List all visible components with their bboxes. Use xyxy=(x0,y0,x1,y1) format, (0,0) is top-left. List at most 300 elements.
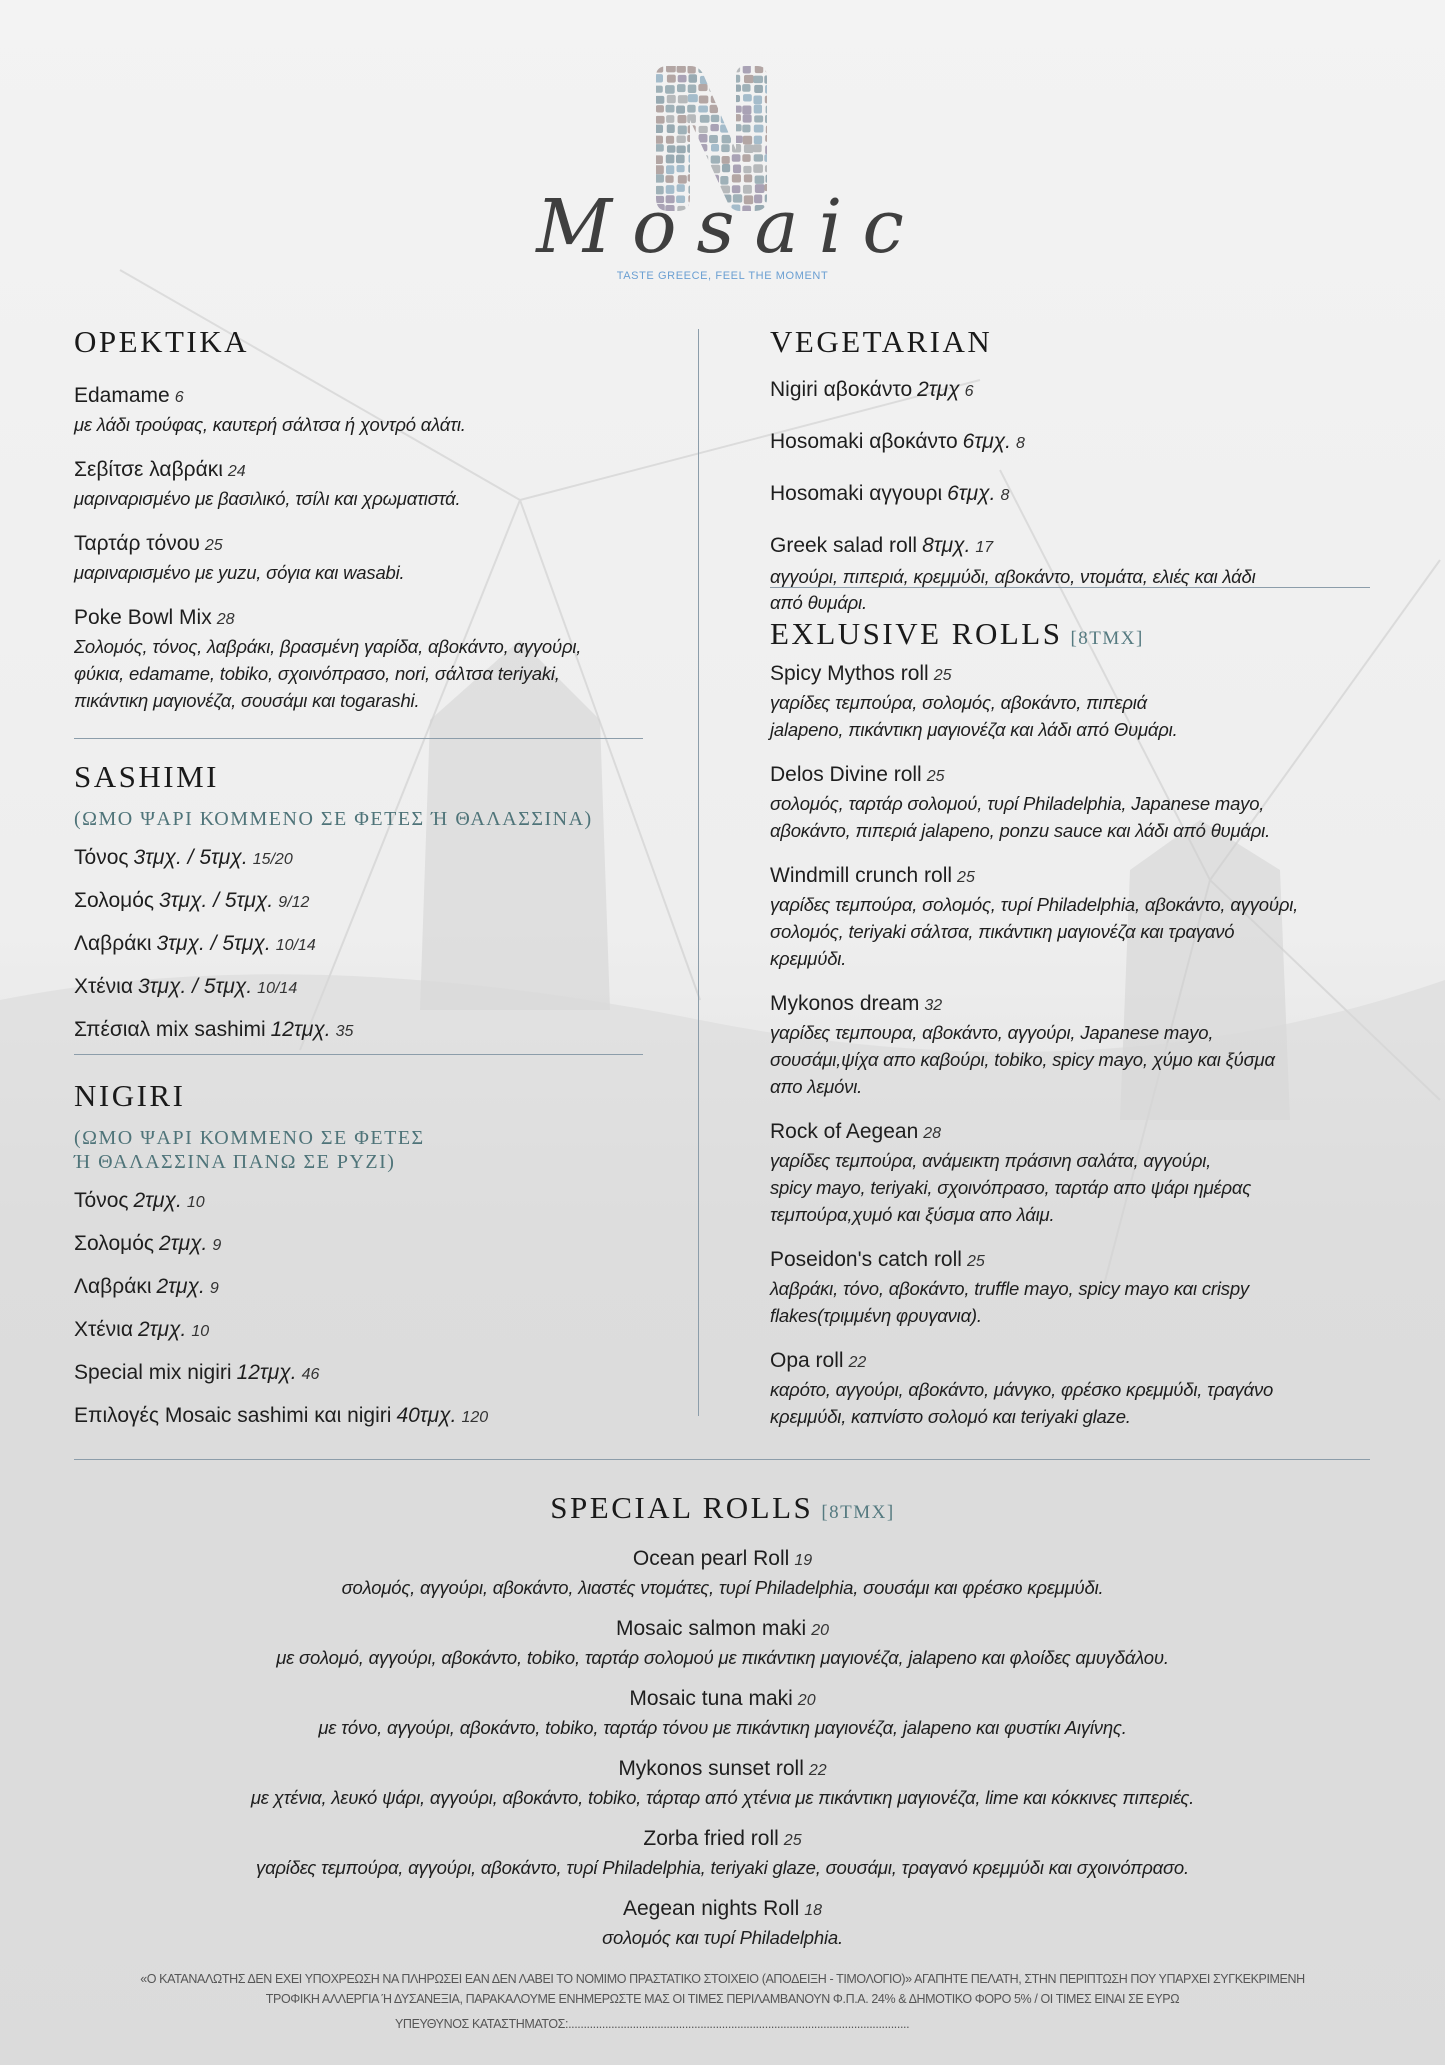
menu-item-name-row xyxy=(74,1309,674,1352)
menu-item-name-row xyxy=(770,990,1390,1019)
menu-item-description: γαρίδες τεμπουρα, αβοκάντο, αγγούρι, Japanese mayo, xyxy=(770,1022,1214,1043)
menu-item-price: 46 xyxy=(301,1366,320,1383)
mosaic-tile xyxy=(699,165,708,174)
menu-item-name-row xyxy=(0,1895,1445,1924)
menu-item-name-row xyxy=(74,966,674,1009)
menu-item-description: σολομός, αγγούρι, αβοκάντο, λιαστές ντομάτες, τυρί Philadelphia, σουσάμι και φρέσκο κρεμμύδι. xyxy=(341,1577,1104,1598)
menu-item-name-row xyxy=(74,1352,674,1395)
menu-item-name: Τόνος xyxy=(74,1189,129,1212)
section-special-rolls xyxy=(0,1490,1445,1965)
mosaic-tile xyxy=(656,105,664,112)
menu-item xyxy=(770,1118,1390,1228)
mosaic-tile xyxy=(711,95,719,103)
menu-item-name: Aegean nights Roll xyxy=(622,1897,800,1920)
mosaic-tile xyxy=(743,114,752,122)
mosaic-tile xyxy=(654,125,663,133)
section-title-text: EXLUSIVE ROLLS xyxy=(770,616,1063,651)
mosaic-tile xyxy=(698,64,708,73)
mosaic-tile xyxy=(753,95,762,104)
divider xyxy=(74,1459,1370,1460)
menu-item-name-row xyxy=(74,923,674,966)
mosaic-tile xyxy=(732,154,741,162)
menu-item-name-row xyxy=(74,1223,674,1266)
mosaic-tile xyxy=(711,155,720,163)
menu-item-name-row xyxy=(770,1246,1390,1275)
mosaic-tile xyxy=(655,144,664,151)
menu-item-name: Σπέσιαλ mix sashimi xyxy=(74,1018,266,1041)
mosaic-tile xyxy=(678,75,687,83)
menu-item-price: 8 xyxy=(1016,435,1025,452)
section-title xyxy=(74,759,674,795)
menu-item xyxy=(74,837,674,880)
menu-item-price: 19 xyxy=(794,1552,813,1569)
menu-item-name: Mosaic salmon maki xyxy=(615,1617,807,1640)
mosaic-tile xyxy=(742,84,750,92)
menu-item xyxy=(770,374,1390,408)
menu-item-name: Χτένια xyxy=(74,1318,133,1341)
mosaic-tile xyxy=(689,154,698,162)
mosaic-tile xyxy=(754,125,764,133)
divider xyxy=(74,738,643,739)
mosaic-tile xyxy=(665,85,675,94)
menu-item-description: με τόνο, αγγούρι, αβοκάντο, tobiko, ταρτάρ τόνου με πικάντικη μαγιονέζα, jalapeno και φυστίκι Αιγίνης. xyxy=(318,1717,1127,1738)
menu-item-name: Σολομός xyxy=(74,1232,155,1255)
mosaic-tile xyxy=(710,165,720,173)
mosaic-tile xyxy=(676,155,685,164)
menu-item-price: 9 xyxy=(209,1280,219,1297)
mosaic-tile xyxy=(666,154,675,163)
mosaic-tile xyxy=(654,74,663,82)
section-title xyxy=(74,324,674,360)
mosaic-tile xyxy=(687,65,695,73)
menu-item-name-row xyxy=(74,1009,674,1052)
mosaic-tile xyxy=(666,64,676,72)
mosaic-tile xyxy=(743,136,752,145)
menu-item xyxy=(0,1615,1445,1671)
mosaic-tile xyxy=(654,155,663,164)
menu-item-quantity: 2τμχ. xyxy=(159,1232,208,1255)
mosaic-tile xyxy=(733,106,742,113)
mosaic-tile xyxy=(687,135,697,142)
menu-item-description: πικάντικη μαγιονέζα, σουσάμι και togarashi. xyxy=(74,690,420,711)
section-subtitle-line: Ή ΘΑΛΑΣΣΙΝΑ ΠΑΝΩ ΣΕ ΡΥΖΙ) xyxy=(74,1151,396,1173)
mosaic-tile xyxy=(667,145,675,152)
mosaic-tile xyxy=(687,144,695,152)
menu-item-name: Hosomaki αγγουρι xyxy=(770,482,943,505)
menu-item-description: jalapeno, πικάντικη μαγιονέζα και λάδι από Θυμάρι. xyxy=(770,719,1178,740)
menu-item xyxy=(74,382,674,438)
menu-item xyxy=(770,660,1390,743)
mosaic-tile xyxy=(677,84,686,92)
menu-item-name: Mykonos dream xyxy=(770,992,920,1015)
menu-item-price: 10/14 xyxy=(275,937,316,954)
mosaic-tile xyxy=(709,135,718,143)
menu-item-price: 9 xyxy=(212,1237,222,1254)
section-sashimi xyxy=(74,759,674,1052)
brand-tagline: TASTE GREECE, FEEL THE MOMENT xyxy=(616,270,829,282)
mosaic-tile xyxy=(765,85,773,94)
mosaic-tile xyxy=(766,125,775,133)
mosaic-tile xyxy=(754,85,763,93)
mosaic-tile xyxy=(722,164,730,172)
menu-item-name-row xyxy=(770,1347,1390,1376)
menu-item-list xyxy=(770,660,1390,1430)
section-title xyxy=(770,616,1390,652)
mosaic-tile xyxy=(655,116,664,124)
section-subtitle-line: (ΩΜΟ ΨΑΡΙ ΚΟΜΜΕΝΟ ΣΕ ΦΕΤΕΣ Ή ΘΑΛΑΣΣΙΝΑ) xyxy=(74,808,593,830)
menu-item-description: σολομός, teriyaki σάλτσα, πικάντικη μαγιονέζα και τραγανό xyxy=(770,921,1235,942)
menu-item-quantity: 40τμχ. xyxy=(396,1404,457,1427)
mosaic-tile xyxy=(710,105,718,113)
mosaic-tile xyxy=(654,86,662,93)
menu-item-price: 25 xyxy=(926,768,945,785)
menu-item-price: 25 xyxy=(957,869,975,886)
menu-item-name-row xyxy=(74,1180,674,1223)
menu-item-quantity: 3τμχ. / 5τμχ. xyxy=(156,932,271,955)
section-subtitle xyxy=(74,1126,674,1174)
menu-item-name: Delos Divine roll xyxy=(770,763,922,786)
menu-item xyxy=(770,1246,1390,1329)
menu-item-name-row xyxy=(74,382,674,411)
menu-item xyxy=(74,604,674,714)
menu-item-price: 10 xyxy=(191,1323,210,1340)
menu-item-name: Λαβράκι xyxy=(74,932,152,955)
mosaic-tile xyxy=(754,115,763,122)
menu-item-name-row xyxy=(770,426,1390,460)
mosaic-tile xyxy=(754,136,762,145)
menu-item-name-row xyxy=(770,660,1390,689)
menu-item xyxy=(0,1895,1445,1951)
menu-item xyxy=(770,862,1390,972)
mosaic-tile xyxy=(765,115,773,123)
mosaic-tile xyxy=(699,126,708,133)
menu-item-description: γαρίδες τεμπούρα, ανάμεικτη πράσινη σαλάτα, αγγούρι, xyxy=(770,1150,1212,1171)
menu-item-name: Edamame xyxy=(74,384,170,407)
mosaic-tile xyxy=(698,105,708,112)
mosaic-tile xyxy=(655,136,664,144)
mosaic-tile xyxy=(710,66,718,74)
mosaic-tile xyxy=(722,135,731,144)
menu-item-description: μαριναρισμένο με βασιλικό, τσίλι και χρωματιστά. xyxy=(74,488,461,509)
menu-item-name-row xyxy=(0,1615,1445,1644)
mosaic-tile xyxy=(687,114,696,123)
menu-item xyxy=(74,1395,674,1438)
menu-item-quantity: 2τμχ. xyxy=(137,1318,187,1341)
menu-item-quantity: 6τμχ. xyxy=(947,482,996,505)
menu-item-name: Spicy Mythos roll xyxy=(770,662,929,685)
menu-item-price: 25 xyxy=(204,537,223,554)
menu-item-name-row xyxy=(0,1545,1445,1574)
menu-item-name: Mykonos sunset roll xyxy=(618,1757,804,1780)
menu-item-name-row xyxy=(74,1266,674,1309)
menu-item-description: σολομός, ταρτάρ σολομού, τυρί Philadelphia, Japanese mayo, xyxy=(770,793,1265,814)
menu-item-list xyxy=(770,374,1390,616)
menu-item-name: Ταρτάρ τόνου xyxy=(74,532,200,555)
mosaic-tile xyxy=(667,95,676,103)
menu-item-description: με χτένια, λευκό ψάρι, αγγούρι, αβοκάντο, tobiko, τάρταρ από χτένια με πικάντικη μαγιονέζα, lime και κόκκινες πιπεριές. xyxy=(250,1787,1195,1808)
menu-item-name-row xyxy=(770,530,1390,564)
menu-item-price: 32 xyxy=(924,997,943,1014)
mosaic-tile xyxy=(732,114,741,121)
menu-item-list xyxy=(74,1180,674,1438)
mosaic-tile xyxy=(766,105,775,113)
mosaic-tile xyxy=(764,154,773,162)
menu-item xyxy=(74,923,674,966)
mosaic-tile xyxy=(731,65,740,72)
section-subtitle-line: (ΩΜΟ ΨΑΡΙ ΚΟΜΜΕΝΟ ΣΕ ΦΕΤΕΣ xyxy=(74,1127,425,1149)
menu-item-description: με λάδι τρούφας, καυτερή σάλτσα ή χοντρό αλάτι. xyxy=(74,414,466,435)
menu-item-price: 20 xyxy=(797,1692,816,1709)
mosaic-tile xyxy=(687,105,695,113)
mosaic-tile xyxy=(688,74,697,83)
mosaic-tile xyxy=(711,115,719,122)
manager-signature-line: ΥΠΕΥΘΥΝΟΣ ΚΑΤΑΣΤΗΜΑΤΟΣ:............................................................................................................... xyxy=(395,2017,910,2031)
mosaic-tile xyxy=(753,76,763,84)
menu-item-description: αβοκάντο, πιπεριά jalapeno, ponzu sauce και λάδι από θυμάρι. xyxy=(770,820,1271,841)
section-title-text: OPEKTIKA xyxy=(74,324,249,359)
mosaic-tile xyxy=(699,96,709,104)
menu-item xyxy=(74,966,674,1009)
menu-item xyxy=(0,1685,1445,1741)
menu-item-name-row xyxy=(74,837,674,880)
mosaic-tile xyxy=(676,105,685,113)
menu-item-name: Poke Bowl Mix xyxy=(74,606,212,629)
mosaic-tile xyxy=(764,75,773,83)
menu-item-name-row xyxy=(0,1685,1445,1714)
menu-item-quantity: 12τμχ. xyxy=(270,1018,331,1041)
menu-item xyxy=(74,880,674,923)
menu-item-name: Ocean pearl Roll xyxy=(632,1547,790,1570)
mosaic-tile xyxy=(733,165,741,174)
menu-item-quantity: 3τμχ. / 5τμχ. xyxy=(133,846,248,869)
menu-item xyxy=(770,990,1390,1100)
menu-item-name-row xyxy=(74,456,674,485)
menu-item-name: Λαβράκι xyxy=(74,1275,152,1298)
section-title xyxy=(770,324,1390,360)
section-title-text: SASHIMI xyxy=(74,759,219,794)
footer-line: ΤΡΟΦΙΚΗ ΑΛΛΕΡΓΙΑ Ή ΔΥΣΑΝΕΞΙΑ, ΠΑΡΑΚΑΛΟΥΜΕ ΕΝΗΜΕΡΩΣΤΕ ΜΑΣ ΟΙ ΤΙΜΕΣ ΠΕΡΙΛΑΜΒΑΝΟΥΝ Φ.Π.Α. 24% & ΔΗΜΟΤΙΚΟ ΦΟΡΟ 5% / ΟΙ ΤΙΜΕΣ ΕΙΝΑΙ ΣΕ ΕΥΡΩ xyxy=(265,1992,1180,2006)
mosaic-tile xyxy=(667,75,676,83)
menu-item-description: τεμπούρα,χυμό και ξύσμα απο λάιμ. xyxy=(770,1204,1055,1225)
mosaic-tile xyxy=(721,144,730,152)
menu-item-quantity: 6τμχ. xyxy=(962,430,1012,453)
menu-item-price: 6 xyxy=(964,383,974,400)
mosaic-tile xyxy=(666,105,675,113)
mosaic-tile xyxy=(722,156,730,164)
menu-item-description: μαριναρισμένο με yuzu, σόγια και wasabi. xyxy=(74,562,405,583)
menu-item-name: Hosomaki αβοκάντο xyxy=(770,430,958,453)
menu-item-name: Σεβίτσε λαβράκι xyxy=(74,458,223,481)
menu-item-name-row xyxy=(770,374,1390,408)
mosaic-tile xyxy=(754,154,763,161)
section-title xyxy=(0,1490,1445,1531)
menu-item-price: 25 xyxy=(783,1832,802,1849)
mosaic-tile xyxy=(765,146,775,155)
mosaic-tile xyxy=(733,136,743,143)
menu-item-price: 25 xyxy=(933,667,952,684)
divider xyxy=(770,587,1370,588)
mosaic-tile xyxy=(766,65,774,72)
mosaic-tile xyxy=(744,75,754,83)
menu-item-quantity: 3τμχ. / 5τμχ. xyxy=(159,889,274,912)
menu-item-price: 18 xyxy=(804,1902,823,1919)
mosaic-tile xyxy=(732,85,741,92)
mosaic-tile xyxy=(688,84,697,93)
menu-item-description: σολομός και τυρί Philadelphia. xyxy=(602,1927,843,1948)
mosaic-tile xyxy=(742,105,751,114)
menu-item xyxy=(0,1545,1445,1601)
menu-item-quantity: 2τμχ. xyxy=(156,1275,205,1298)
menu-item-price: 120 xyxy=(461,1409,489,1426)
mosaic-tile xyxy=(765,96,773,104)
mosaic-tile xyxy=(666,136,674,144)
mosaic-tile xyxy=(721,115,731,124)
menu-item-name-row xyxy=(74,530,674,559)
menu-item-name: Mosaic tuna maki xyxy=(629,1687,793,1710)
menu-item xyxy=(770,426,1390,460)
menu-item-price: 28 xyxy=(923,1125,942,1142)
mosaic-tile xyxy=(688,174,696,181)
mosaic-tile xyxy=(677,66,686,73)
menu-item-name-row xyxy=(770,761,1390,790)
menu-item xyxy=(770,1347,1390,1430)
menu-item-price: 24 xyxy=(227,463,246,480)
menu-item-name: Windmill crunch roll xyxy=(770,864,953,887)
mosaic-tile xyxy=(700,155,709,164)
mosaic-tile xyxy=(720,105,730,114)
menu-item-price: 28 xyxy=(216,611,235,628)
section-piece-count: [8ΤΜΧ] xyxy=(1070,628,1144,649)
menu-item xyxy=(74,456,674,512)
menu-item xyxy=(74,1352,674,1395)
mosaic-tile xyxy=(733,124,742,131)
menu-item-description: γαρίδες τεμπούρα, αγγούρι, αβοκάντο, τυρί Philadelphia, teriyaki glaze, σουσάμι, τραγανό κρεμμύδι και σχοινόπρασο. xyxy=(256,1857,1189,1878)
mosaic-tile xyxy=(666,165,674,174)
mosaic-tile xyxy=(720,125,729,133)
mosaic-tile xyxy=(721,65,729,74)
menu-item-quantity: 2τμχ. xyxy=(133,1189,182,1212)
mosaic-tile xyxy=(731,95,740,102)
menu-item-quantity: 12τμχ. xyxy=(236,1361,297,1384)
menu-item-price: 6 xyxy=(174,389,184,406)
mosaic-tile xyxy=(666,115,674,123)
mosaic-tile xyxy=(731,75,740,83)
mosaic-tile xyxy=(755,65,763,73)
mosaic-tile xyxy=(711,144,719,151)
menu-item-name-row xyxy=(74,604,674,633)
mosaic-tile xyxy=(676,165,684,172)
mosaic-tile xyxy=(765,165,774,172)
mosaic-tile xyxy=(744,145,754,153)
mosaic-tile xyxy=(699,144,707,151)
mosaic-tile xyxy=(721,85,730,94)
mosaic-tile xyxy=(743,65,751,74)
menu-item-name: Greek salad roll xyxy=(770,534,918,557)
mosaic-tile xyxy=(765,135,774,142)
menu-item-price: 22 xyxy=(808,1762,827,1779)
mosaic-tile xyxy=(710,74,719,82)
menu-item-name-row xyxy=(0,1825,1445,1854)
menu-item-price: 10/14 xyxy=(257,980,298,997)
menu-item-price: 20 xyxy=(811,1622,830,1639)
menu-item xyxy=(0,1825,1445,1881)
mosaic-tile xyxy=(677,115,686,123)
menu-item xyxy=(74,1180,674,1223)
mosaic-tile xyxy=(688,94,698,102)
menu-item-name: Poseidon's catch roll xyxy=(770,1248,962,1271)
mosaic-tile xyxy=(678,95,688,103)
section-exclusive-rolls xyxy=(770,616,1390,1448)
menu-item-list xyxy=(0,1545,1445,1951)
mosaic-tile xyxy=(753,164,763,173)
menu-item xyxy=(770,761,1390,844)
mosaic-tile xyxy=(655,96,664,104)
menu-item-list xyxy=(74,382,674,714)
mosaic-tile xyxy=(709,85,718,92)
menu-item xyxy=(74,1009,674,1052)
menu-item-description: Σολομός, τόνος, λαβράκι, βρασμένη γαρίδα, αβοκάντο, αγγούρι, xyxy=(74,636,582,657)
menu-item-name-row xyxy=(74,880,674,923)
menu-item-description: απο λεμόνι. xyxy=(770,1076,863,1097)
menu-item-name: Special mix nigiri xyxy=(74,1361,232,1384)
menu-item-name-row xyxy=(770,1118,1390,1147)
mosaic-tile xyxy=(667,124,675,133)
menu-item-name-row xyxy=(0,1755,1445,1784)
mosaic-tile xyxy=(753,144,762,152)
menu-item-price: 22 xyxy=(848,1354,867,1371)
mosaic-tile xyxy=(721,75,730,83)
mosaic-tile xyxy=(732,144,741,152)
menu-item-price: 8 xyxy=(1000,487,1010,504)
menu-item-description: με σολομό, αγγούρι, αβοκάντο, tobiko, ταρτάρ σολομού με πικάντικη μαγιονέζα, jalapeno και φλοίδες αμυγδάλου. xyxy=(276,1647,1169,1668)
menu-item-list xyxy=(74,837,674,1052)
mosaic-tile xyxy=(700,115,710,123)
menu-item-price: 9/12 xyxy=(278,894,310,911)
menu-item-description: λαβράκι, τόνο, αβοκάντο, truffle mayo, spicy mayo και crispy xyxy=(770,1278,1249,1299)
mosaic-tile xyxy=(678,126,687,135)
section-title-text: NIGIRI xyxy=(74,1078,186,1113)
menu-item xyxy=(74,1266,674,1309)
menu-item-name-row xyxy=(770,478,1390,512)
section-title-text: VEGETARIAN xyxy=(770,324,993,359)
menu-item-description: γαρίδες τεμπούρα, σολομός, τυρί Philadelphia, αβοκάντο, αγγούρι, xyxy=(770,894,1299,915)
menu-item-name: Χτένια xyxy=(74,975,133,998)
menu-item-description: αγγούρι, πιπεριά, κρεμμύδι, αβοκάντο, ντομάτα, ελιές και λάδι xyxy=(770,566,1256,587)
menu-item-name-row xyxy=(74,1395,674,1438)
menu-item-description: γαρίδες τεμπούρα, σολομός, αβοκάντο, πιπεριά xyxy=(770,692,1147,713)
menu-item-quantity: 3τμχ. / 5τμχ. xyxy=(137,975,253,998)
divider xyxy=(74,1054,643,1055)
section-piece-count: [8ΤΜΧ] xyxy=(821,1502,895,1523)
menu-item xyxy=(0,1755,1445,1811)
section-title xyxy=(74,1078,674,1114)
mosaic-tile xyxy=(699,134,708,142)
menu-item-name: Zorba fried roll xyxy=(643,1827,779,1850)
column-divider xyxy=(698,329,699,1416)
brand-name-script: Mosaic xyxy=(536,184,924,270)
mosaic-tile xyxy=(722,95,730,103)
section-appetizers xyxy=(74,324,674,732)
mosaic-tile xyxy=(743,166,751,173)
legal-footer xyxy=(0,1969,1445,2034)
footer-line: «Ο ΚΑΤΑΝΑΛΩΤΗΣ ΔΕΝ ΕΧΕΙ ΥΠΟΧΡΕΩΣΗ ΝΑ ΠΛΗΡΩΣΕΙ ΕΑΝ ΔΕΝ ΛΑΒΕΙ ΤΟ ΝΟΜΙΜΟ ΠΡΑΣΤΑΤΙΚΟ ΣΤΟΙΧΕΙΟ (ΑΠΟΔΕΙΞΗ - ΤΙΜΟΛΟΓΙΟ)» ΑΓΑΠΗΤΕ ΠΕΛΑΤΗ, ΣΤΗΝ ΠΕΡΙΠΤΩΣΗ ΠΟΥ ΥΠΑΡΧΕΙ ΣΥΓΚΕΚΡΙΜΕΝΗ xyxy=(140,1972,1305,1986)
mosaic-tile xyxy=(742,154,750,162)
mosaic-tile xyxy=(676,145,685,153)
menu-item-description: κρεμμύδι. xyxy=(770,948,847,969)
section-nigiri xyxy=(74,1078,674,1438)
menu-item-description: κρεμμύδι, καπνίστο σολομό και teriyaki glaze. xyxy=(770,1406,1131,1427)
menu-item-name: Επιλογές Mosaic sashimi και nigiri xyxy=(74,1404,392,1427)
